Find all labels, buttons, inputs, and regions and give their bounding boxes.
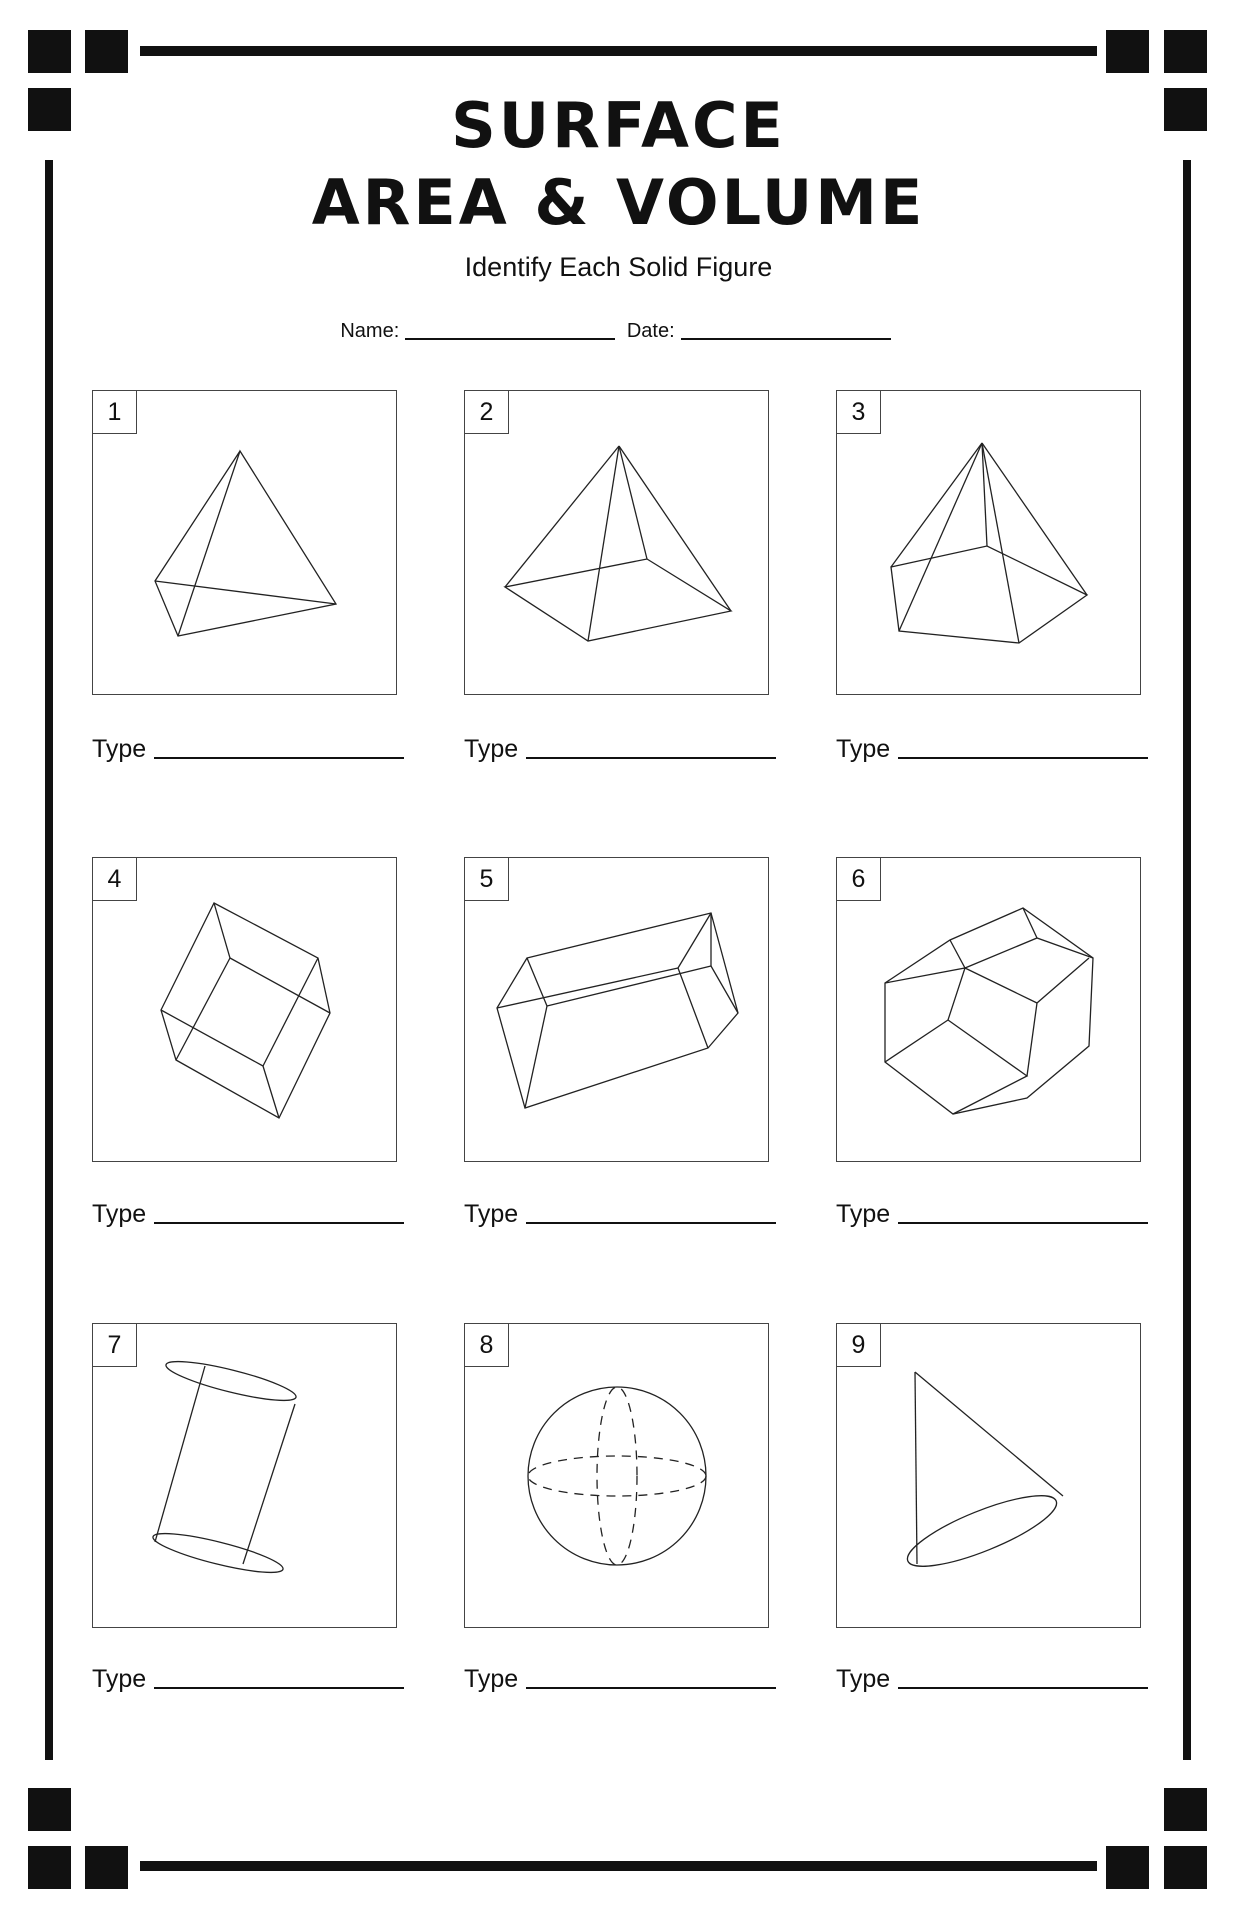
name-label: Name: [340,320,400,342]
type-answer-8 [464,1665,776,1694]
subtitle: Identify Each Solid Figure [464,252,773,282]
figure-card-6 [836,857,1141,1162]
figure-number: 7 [92,1323,137,1367]
type-label: Type [836,1665,891,1693]
name-date-row [0,320,1237,343]
figure-card-8 [464,1323,769,1628]
type-label: Type [464,1200,519,1228]
type-label: Type [464,1665,519,1693]
right-border-bar [1183,160,1191,1760]
type-answer-6 [836,1200,1148,1229]
top-border-bar [140,46,1097,56]
corner-square [28,30,71,73]
type-answer-field[interactable] [154,1222,404,1224]
corner-square [1106,30,1149,73]
figure-card-4 [92,857,397,1162]
figure-number: 4 [92,857,137,901]
corner-square [28,1788,71,1831]
sphere-figure [465,1324,770,1629]
type-answer-9 [836,1665,1148,1694]
type-answer-field[interactable] [526,757,776,759]
figure-number: 5 [464,857,509,901]
corner-square [1164,1788,1207,1831]
left-border-bar [45,160,53,1760]
corner-square [1164,1846,1207,1889]
type-answer-1 [92,735,404,764]
type-answer-field[interactable] [154,757,404,759]
type-answer-4 [92,1200,404,1229]
figure-number: 8 [464,1323,509,1367]
type-answer-field[interactable] [526,1687,776,1689]
type-answer-field[interactable] [898,1687,1148,1689]
name-field[interactable] [405,338,615,340]
type-answer-field[interactable] [898,1222,1148,1224]
pentagonal-pyramid-figure [837,391,1142,696]
bottom-border-bar [140,1861,1097,1871]
title-line-1: SURFACE [451,89,786,162]
date-label: Date: [626,320,675,342]
type-answer-field[interactable] [898,757,1148,759]
date-field[interactable] [681,338,891,340]
tetrahedron-figure [93,391,398,696]
figure-card-5 [464,857,769,1162]
type-answer-field[interactable] [526,1222,776,1224]
title-line-2: AREA & VOLUME [311,166,926,239]
corner-square [85,1846,128,1889]
corner-square [85,30,128,73]
corner-square [28,1846,71,1889]
square-pyramid-figure [465,391,770,696]
type-answer-2 [464,735,776,764]
type-answer-7 [92,1665,404,1694]
hexagonal-prism-figure [837,858,1142,1163]
type-label: Type [836,735,891,763]
corner-square [1106,1846,1149,1889]
type-label: Type [92,1665,147,1693]
type-answer-field[interactable] [154,1687,404,1689]
type-answer-5 [464,1200,776,1229]
type-label: Type [836,1200,891,1228]
figure-card-9 [836,1323,1141,1628]
figure-number: 9 [836,1323,881,1367]
figure-number: 6 [836,857,881,901]
figure-card-2 [464,390,769,695]
figure-number: 2 [464,390,509,434]
type-label: Type [464,735,519,763]
type-label: Type [92,735,147,763]
figure-card-3 [836,390,1141,695]
type-label: Type [92,1200,147,1228]
corner-square [1164,30,1207,73]
cone-figure [837,1324,1142,1629]
figure-card-1 [92,390,397,695]
figure-number: 1 [92,390,137,434]
figure-number: 3 [836,390,881,434]
rectangular-prism-figure [465,858,770,1163]
cylinder-figure [93,1324,398,1629]
cube-figure [93,858,398,1163]
type-answer-3 [836,735,1148,764]
figure-card-7 [92,1323,397,1628]
